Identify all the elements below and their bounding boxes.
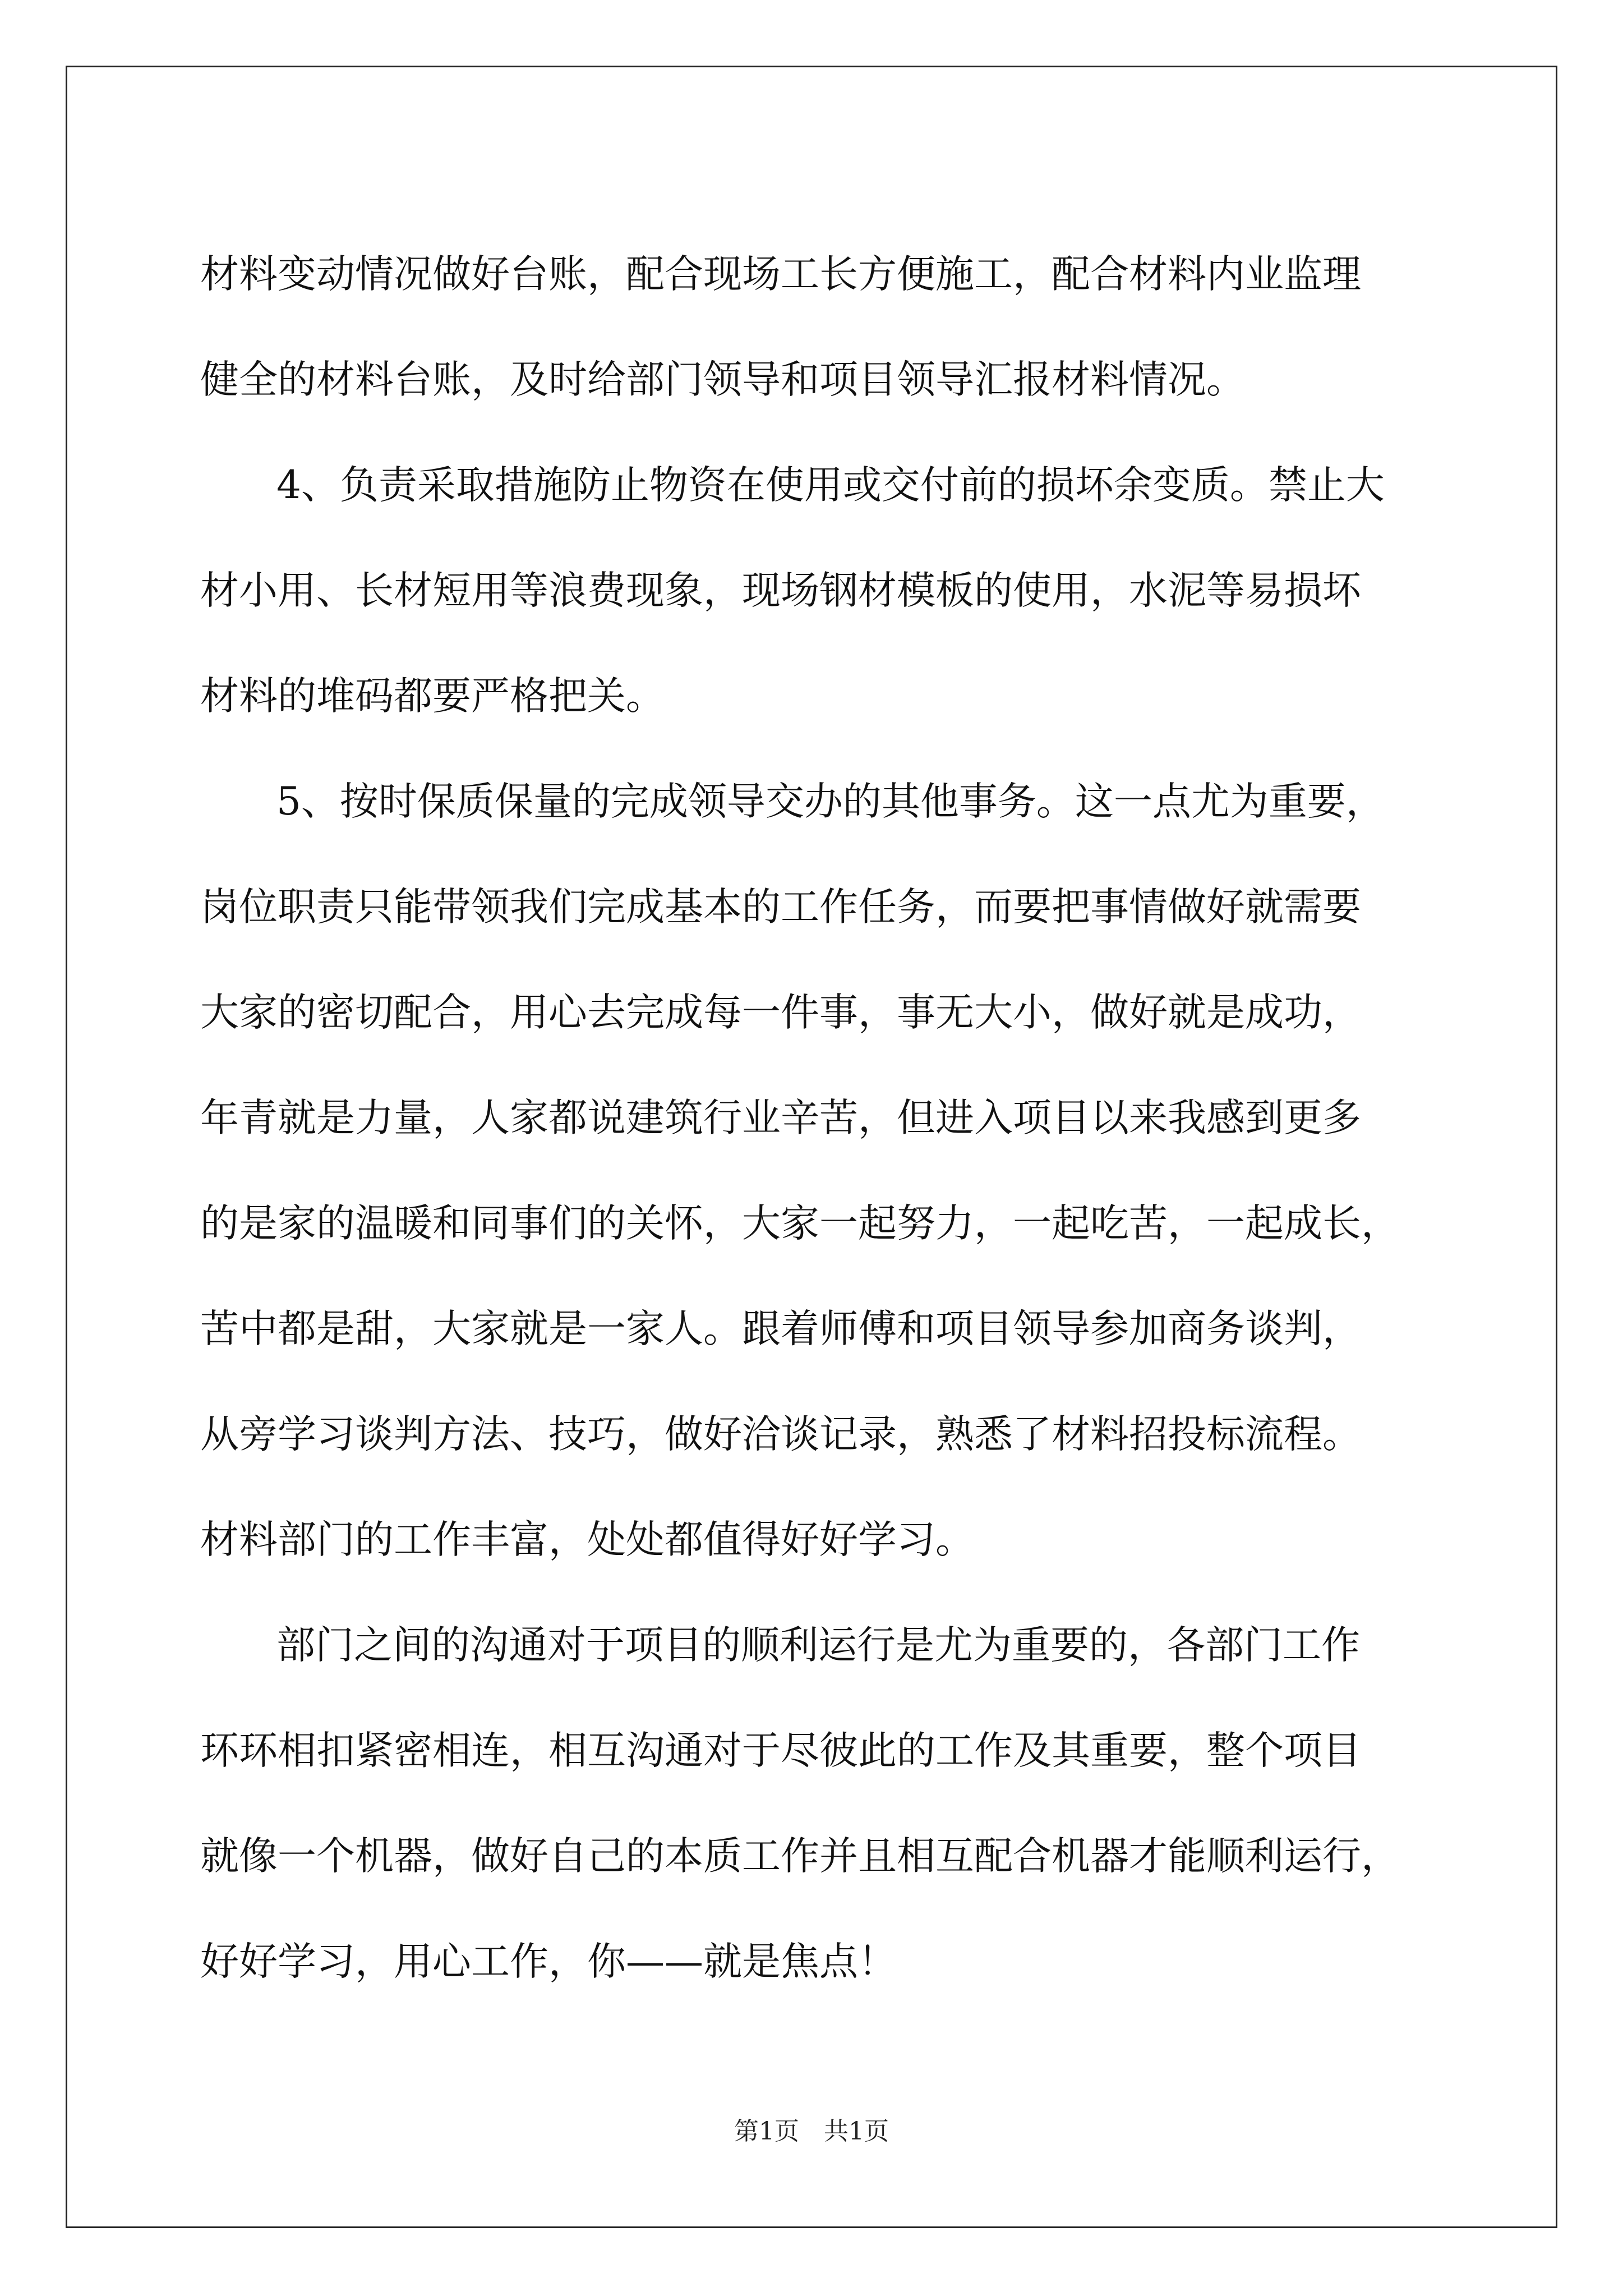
text-line: 苦中都是甜，大家就是一家人。跟着师傅和项目领导参加商务谈判， [200,1306,1361,1351]
text-line: 就像一个机器，做好自己的本质工作并且相互配合机器才能顺利运行， [200,1834,1400,1879]
text-line: 大家的密切配合，用心去完成每一件事，事无大小，做好就是成功， [200,990,1361,1035]
text-line: 环环相扣紧密相连，相互沟通对于尽彼此的工作及其重要，整个项目 [200,1728,1361,1773]
document-body [200,222,1434,2014]
text-line: 材料部门的工作丰富，处处都值得好好学习。 [200,1517,974,1562]
text-line: 材料变动情况做好台账，配合现场工长方便施工，配合材料内业监理 [200,252,1361,297]
text-line: 好好学习，用心工作，你——就是焦点！ [200,1939,897,1984]
text-line: 材小用、长材短用等浪费现象，现场钢材模板的使用，水泥等易损坏 [200,568,1361,613]
text-line: 健全的材料台账，及时给部门领导和项目领导汇报材料情况。 [200,357,1245,402]
text-line: 年青就是力量，人家都说建筑行业辛苦，但进入项目以来我感到更多 [200,1096,1361,1140]
text-line: 材料的堆码都要严格把关。 [200,674,665,719]
paragraph-first-line: 部门之间的沟通对于项目的顺利运行是尤为重要的，各部门工作 [276,1623,1360,1668]
text-line: 岗位职责只能带领我们完成基本的工作任务，而要把事情做好就需要 [200,885,1361,930]
paragraph-first-line: 5、按时保质保量的完成领导交办的其他事务。这一点尤为重要， [276,779,1385,824]
page-number: 第1页 共1页 [734,2117,889,2146]
text-line: 的是家的温暖和同事们的关怀，大家一起努力，一起吃苦，一起成长， [200,1201,1400,1246]
text-line: 从旁学习谈判方法、技巧，做好洽谈记录，熟悉了材料招投标流程。 [200,1412,1361,1457]
paragraph-first-line: 4、负责采取措施防止物资在使用或交付前的损坏余变质。禁止大 [276,463,1385,508]
